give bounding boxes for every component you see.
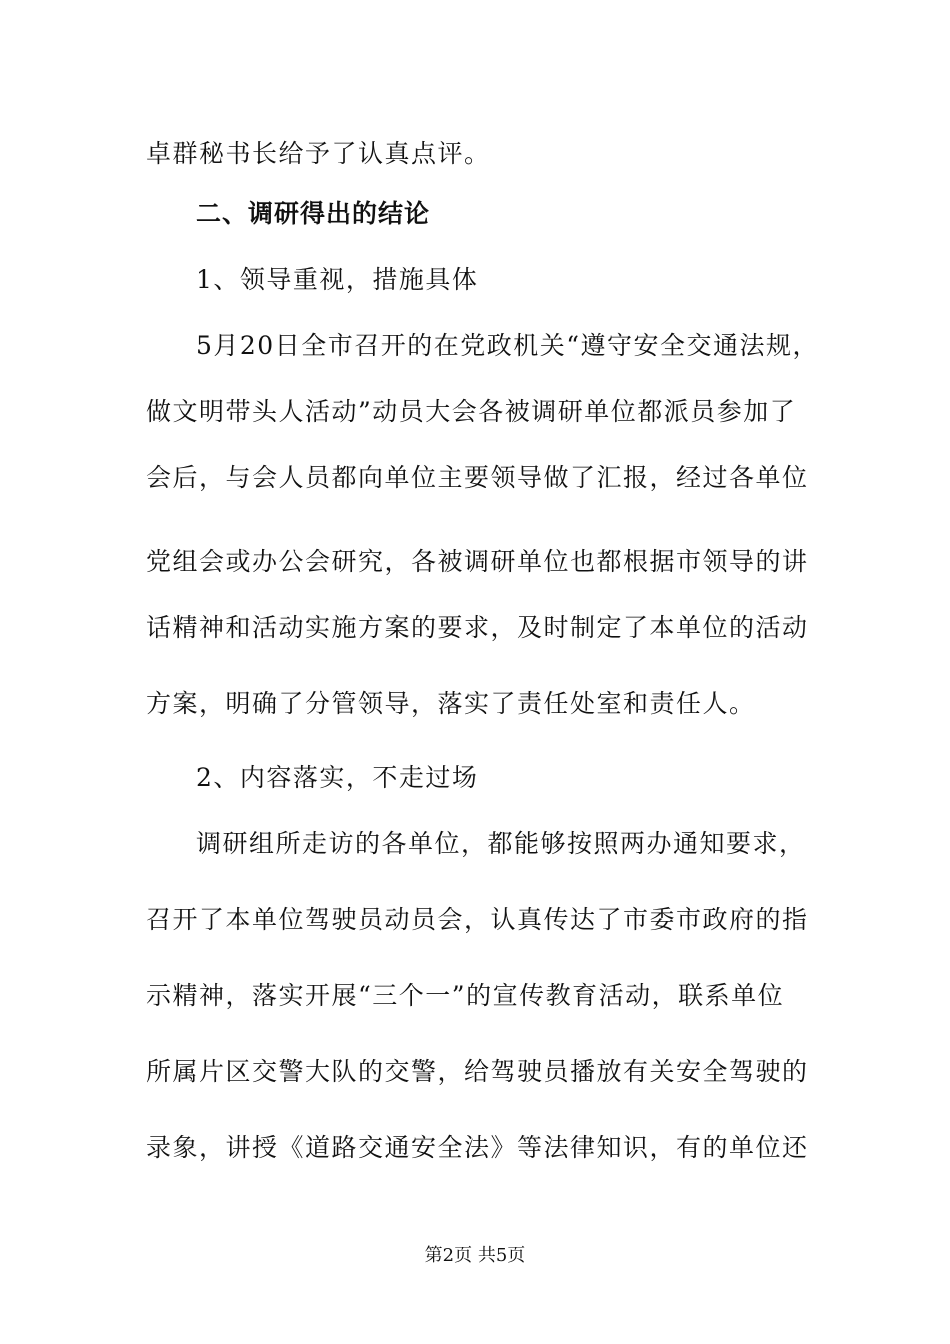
paragraph-1-line-4: 党组会或办公会研究，各被调研单位也都根据市领导的讲 [146, 547, 809, 576]
subheading-1: 1、领导重视，措施具体 [196, 265, 479, 294]
paragraph-2-line-1: 调研组所走访的各单位，都能够按照两办通知要求， [196, 829, 806, 858]
paragraph-2-line-5: 录象，讲授《道路交通安全法》等法律知识，有的单位还 [146, 1133, 809, 1162]
page-footer: 第2页 共5页 [424, 1245, 526, 1266]
paragraph-1-line-2: 做文明带头人活动”动员大会各被调研单位都派员参加了 [146, 397, 797, 426]
paragraph-2-line-3: 示精神，落实开展“三个一”的宣传教育活动，联系单位 [146, 981, 785, 1010]
paragraph-2-line-4: 所属片区交警大队的交警，给驾驶员播放有关安全驾驶的 [146, 1057, 809, 1086]
paragraph-1-line-6: 方案，明确了分管领导，落实了责任处室和责任人。 [146, 689, 756, 718]
paragraph-1-line-5: 话精神和活动实施方案的要求，及时制定了本单位的活动 [146, 613, 809, 642]
section-heading: 二、调研得出的结论 [196, 199, 431, 228]
body-text-line: 卓群秘书长给予了认真点评。 [146, 139, 491, 168]
paragraph-1-line-1: 5月20日全市召开的在党政机关“遵守安全交通法规， [196, 331, 819, 360]
subheading-2: 2、内容落实，不走过场 [196, 763, 479, 792]
paragraph-1-line-3: 会后，与会人员都向单位主要领导做了汇报，经过各单位 [146, 463, 809, 492]
paragraph-2-line-2: 召开了本单位驾驶员动员会，认真传达了市委市政府的指 [146, 905, 809, 934]
